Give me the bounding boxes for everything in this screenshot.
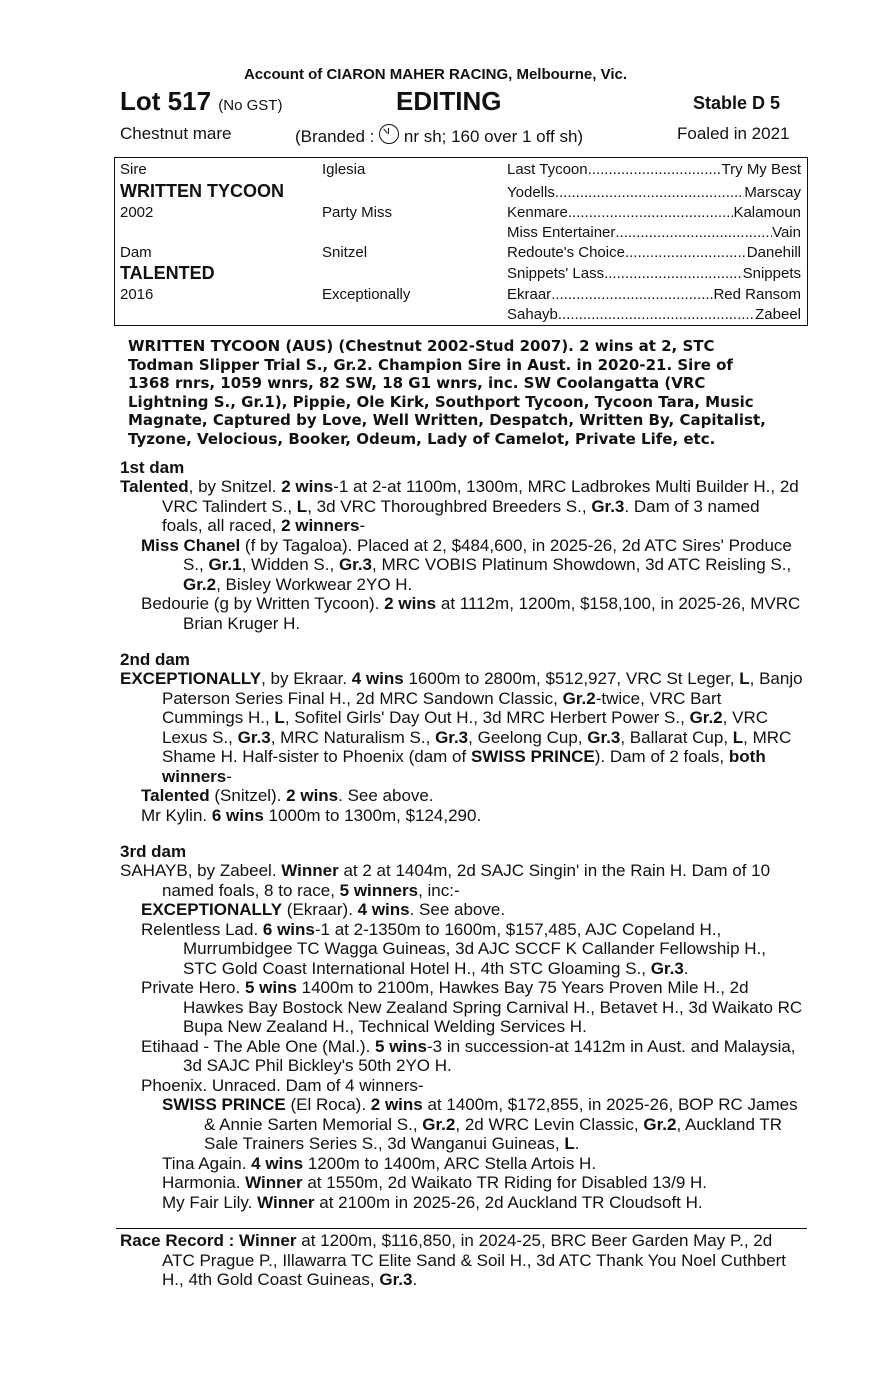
second-dam-heading: 2nd dam	[120, 650, 190, 669]
gg-row: Redoute's Choice ..... Danehill	[507, 244, 801, 261]
grandsire: Iglesia	[322, 161, 366, 178]
gg-row: Kenmare ..... Kalamoun	[507, 204, 801, 221]
first-dam-heading: 1st dam	[120, 458, 185, 477]
damsire: Snitzel	[322, 244, 368, 261]
first-dam-section: Talented, by Snitzel. 2 wins-1 at 2-at 1100m, 1300m, MRC Ladbrokes Multi Builder H., 2d VRC Talindert S., L, 3d VRC Thoroughbred Breeders S., Gr.3. Dam of 3 named foals, all raced, 2 winners- Miss Chanel (f by Tagaloa). Placed at 2, $484,600, in 2025-26, 2d ATC Sires' Produce S., Gr.1, Widden S., Gr.3, MRC VOBIS Platinum Showdown, 3d ATC Reisling S., Gr.2, Bisley Workwear 2YO H. Bedourie (g by Written Tycoon). 2 wins at 1112m, 1200m, $158,100, in 2025-26, MVRC Brian Kruger H.	[120, 477, 801, 633]
gst-note: (No GST)	[218, 97, 283, 114]
dam-name: TALENTED	[120, 263, 215, 283]
sire-summary: WRITTEN TYCOON (AUS) (Chestnut 2002-Stud 2007). 2 wins at 2, STC Todman Slipper Trial S., Gr.2. Champion Sire in Aust. in 2020-21. Sire of 1368 rnrs, 1059 wnrs, 82 SW, 18 G1 wnrs, inc. SW Coolangatta (VRC Lightning S., Gr.1), Pippie, Ole Kirk, Southport Tycoon, Tycoon Tara, Music Magnate, Captured by Love, Well Written, Despatch, Written By, Capitalist, Tyzone, Velocious, Booker, Odeum, Lady of Camelot, Private Life, etc.	[128, 337, 766, 448]
sire-label: Sire	[120, 161, 147, 178]
gg-row: Snippets' Lass ..... Snippets	[507, 265, 801, 282]
gg-row: Last Tycoon ..... Try My Best	[507, 161, 801, 178]
clock-brand-icon	[379, 124, 399, 144]
stable-label: Stable D 5	[693, 93, 781, 113]
sire-dam: Party Miss	[322, 204, 393, 221]
dam-label: Dam	[120, 244, 152, 261]
foaled-year: Foaled in 2021	[677, 124, 790, 143]
account-line: Account of CIARON MAHER RACING, Melbourne, Vic.	[243, 66, 628, 83]
lot-number: Lot 517 (No GST)	[120, 86, 283, 116]
gg-row: Ekraar ..... Red Ransom	[507, 286, 801, 303]
pedigree-table	[114, 157, 808, 326]
status-label: EDITING	[396, 86, 502, 116]
third-dam-section: SAHAYB, by Zabeel. Winner at 2 at 1404m, 2d SAJC Singin' in the Rain H. Dam of 10 named foals, 8 to race, 5 winners, inc:- EXCEPTIONALLY (Ekraar). 4 wins. See above. Relentless Lad. 6 wins-1 at 2-1350m to 1600m, $157,485, AJC Copeland H., Murrumbidgee TC Wagga Guineas, 3d AJC SCCF K Callander Fellowship H., STC Gold Coast International Hotel H., 4th STC Gloaming S., Gr.3. Private Hero. 5 wins 1400m to 2100m, Hawkes Bay 75 Years Proven Mile H., 2d Hawkes Bay Bostock New Zealand Spring Carnival H., Betavet H., 3d Waikato RC Bupa New Zealand H., Technical Welding Services H. Etihaad - The Able One (Mal.). 5 wins-3 in succession-at 1412m in Aust. and Malaysia, 3d SAJC Phil Bickley's 50th 2YO H. Phoenix. Unraced. Dam of 4 winners- SWISS PRINCE (El Roca). 2 wins at 1400m, $172,855, in 2025-26, BOP RC James & Annie Sarten Memorial S., Gr.2, 2d WRC Levin Classic, Gr.2, Auckland TR Sale Trainers Series S., 3d Wanganui Guineas, L. Tina Again. 4 wins 1200m to 1400m, ARC Stella Artois H. Harmonia. Winner at 1550m, 2d Waikato TR Riding for Disabled 13/9 H. My Fair Lily. Winner at 2100m in 2025-26, 2d Auckland TR Cloudsoft H.	[120, 861, 803, 1212]
sire-name: WRITTEN TYCOON	[120, 181, 284, 201]
race-record: Race Record : Winner at 1200m, $116,850, in 2024-25, BRC Beer Garden May P., 2d ATC Prague P., Illawarra TC Elite Sand & Soil H., 3d ATC Thank You Noel Cuthbert H., 4th Gold Coast Guineas, Gr.3.	[120, 1231, 786, 1289]
divider	[116, 1228, 807, 1229]
sire-year: 2002	[120, 204, 154, 221]
third-dam-heading: 3rd dam	[120, 842, 187, 861]
sex-colour: Chestnut mare	[120, 124, 232, 143]
second-dam-section: EXCEPTIONALLY, by Ekraar. 4 wins 1600m to 2800m, $512,927, VRC St Leger, L, Banjo Paterson Series Final H., 2d MRC Sandown Classic, Gr.2-twice, VRC Bart Cummings H., L, Sofitel Girls' Day Out H., 3d MRC Herbert Power S., Gr.2, VRC Lexus S., Gr.3, MRC Naturalism S., Gr.3, Geelong Cup, Gr.3, Ballarat Cup, L, MRC Shame H. Half-sister to Phoenix (dam of SWISS PRINCE). Dam of 2 foals, both winners- Talented (Snitzel). 2 wins. See above. Mr Kylin. 6 wins 1000m to 1300m, $124,290.	[120, 669, 803, 825]
gg-row: Miss Entertainer ..... Vain	[507, 224, 801, 241]
gg-row: Sahayb ..... Zabeel	[507, 306, 801, 323]
dam-year: 2016	[120, 286, 154, 303]
gg-row: Yodells ..... Marscay	[507, 184, 801, 201]
brand-info: (Branded : nr sh; 160 over 1 off sh)	[295, 124, 583, 147]
granddam: Exceptionally	[322, 286, 411, 303]
